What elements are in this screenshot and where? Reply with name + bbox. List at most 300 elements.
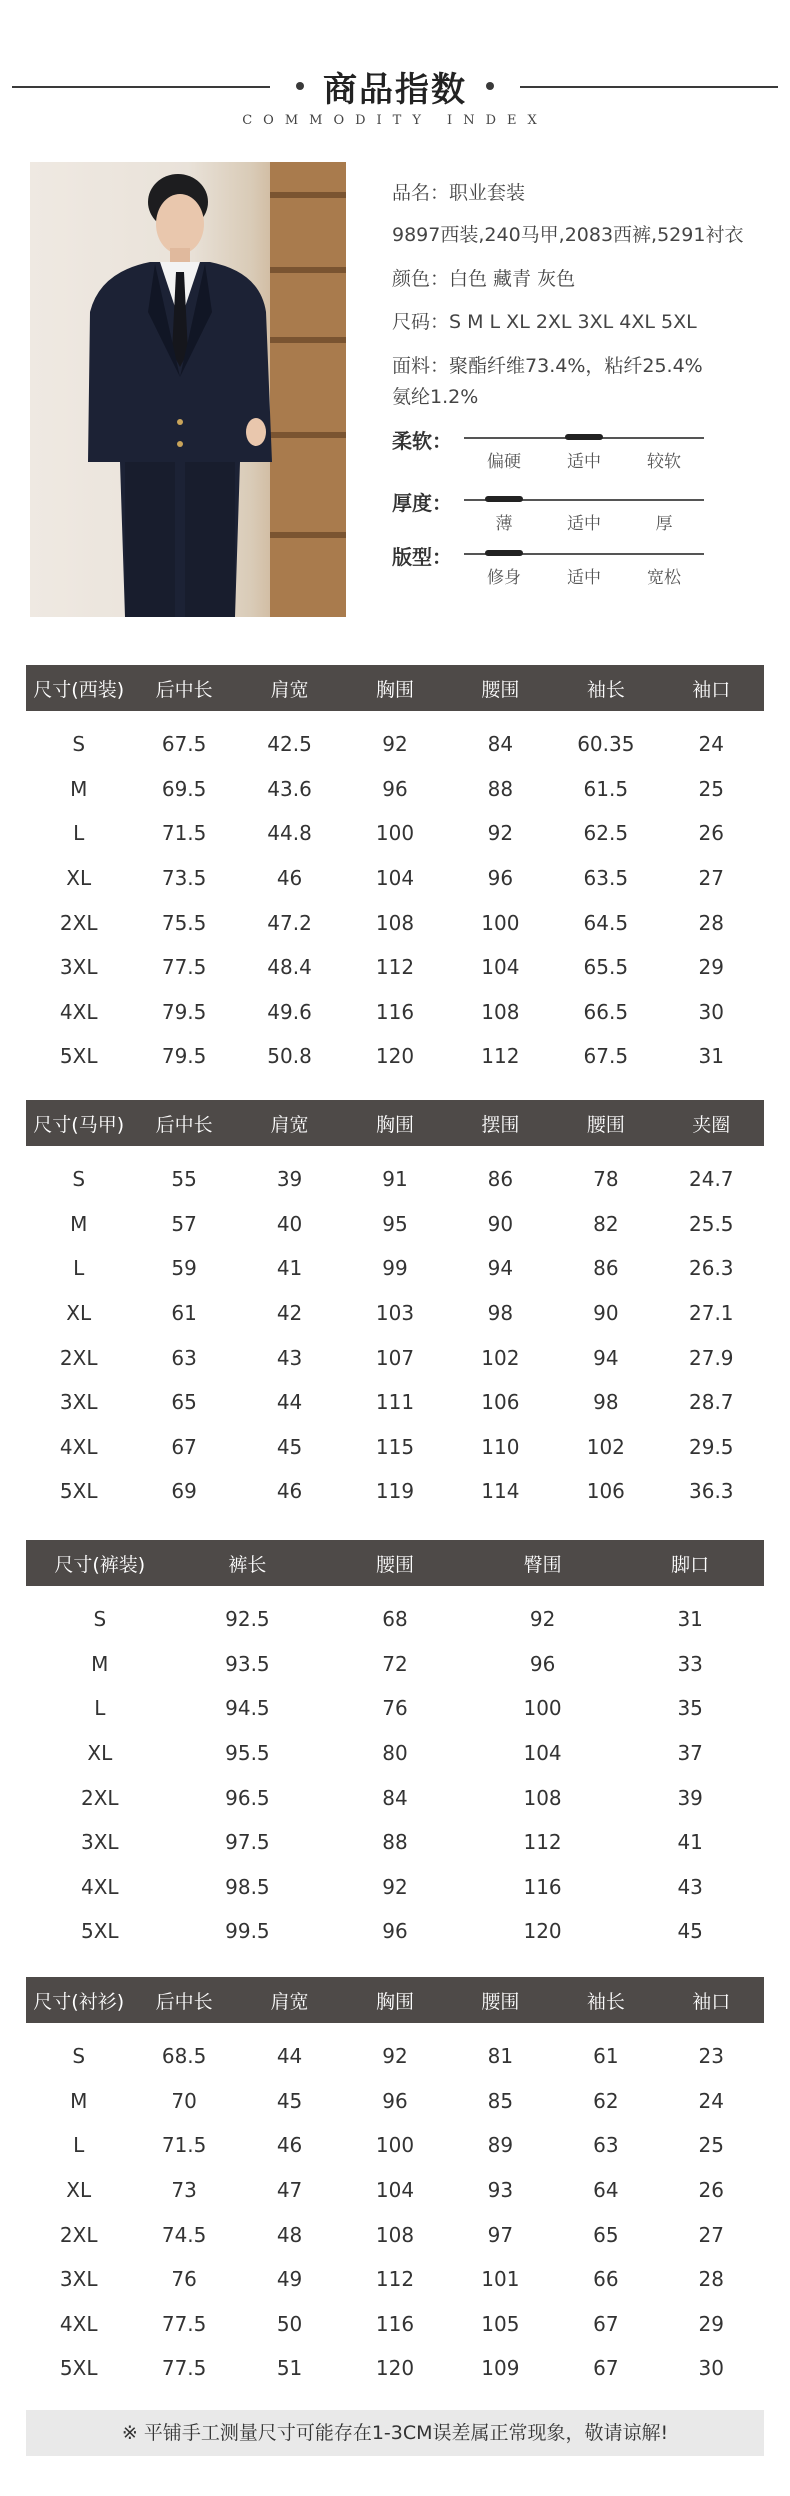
table-cell: 49.6 [267, 999, 312, 1024]
table-row [26, 1291, 764, 1336]
header-dot-right [486, 82, 494, 90]
table-row [26, 1865, 764, 1910]
table-cell: 92 [382, 2044, 408, 2069]
table-cell: 96 [382, 2088, 408, 2113]
table-row [26, 1909, 764, 1954]
table-cell: 66.5 [583, 999, 629, 1024]
size-label: 尺码： [392, 311, 450, 333]
table-cell: 97.5 [225, 1830, 270, 1855]
table-cell: 47 [276, 2178, 303, 2203]
table-cell: 68 [382, 1607, 408, 1632]
table-cell: 41 [276, 1256, 303, 1281]
table-cell: 120 [375, 2356, 415, 2381]
table-cell: 39 [677, 1785, 703, 1810]
column-header: 胸围 [342, 665, 447, 711]
column-header: 摆围 [448, 1100, 553, 1146]
table-cell: 2XL [59, 910, 98, 935]
column-header: 腰围 [448, 1977, 553, 2023]
table-cell: 71.5 [161, 2133, 207, 2158]
scale-option: 修身 [487, 568, 521, 588]
table-cell: 98.5 [225, 1874, 270, 1899]
table-cell: 96 [382, 776, 408, 801]
table-cell: 95 [382, 1211, 408, 1236]
table-cell: 69.5 [161, 776, 207, 801]
scale-label: 柔软： [392, 429, 452, 453]
table-cell: 46 [276, 2133, 303, 2158]
table-cell: 77.5 [161, 955, 207, 980]
table-cell: 45 [276, 2088, 303, 2113]
table-cell: 67.5 [583, 1044, 629, 1069]
table-cell: 101 [481, 2267, 520, 2292]
table-cell: 92 [382, 1874, 408, 1899]
table-cell: 24.7 [689, 1167, 734, 1192]
table-cell: L [94, 1696, 106, 1721]
table-cell: 105 [481, 2311, 520, 2336]
scale-option: 适中 [567, 452, 601, 472]
column-header: 脚口 [616, 1540, 764, 1586]
table-cell: 23 [698, 2044, 724, 2069]
table-cell: 102 [481, 1345, 520, 1370]
table-cell: 112 [375, 955, 415, 980]
table-cell: 36.3 [689, 1479, 734, 1504]
column-header: 裤长 [174, 1540, 322, 1586]
name-value: 职业套装 [449, 182, 526, 204]
table-cell: XL [87, 1741, 113, 1766]
table-cell: 31 [698, 1044, 724, 1069]
column-header: 后中长 [131, 1100, 236, 1146]
table-cell: 28 [698, 2267, 724, 2292]
table-cell: 5XL [59, 2356, 98, 2381]
table-cell: 108 [523, 1785, 562, 1810]
table-cell: 48.4 [267, 955, 312, 980]
scale-option: 适中 [567, 568, 601, 588]
table-row [26, 2257, 764, 2302]
table-cell: 28 [698, 910, 724, 935]
table-cell: 115 [375, 1434, 415, 1459]
table-cell: 30 [698, 2356, 724, 2381]
pants-size-table [26, 1540, 764, 1954]
column-header: 尺寸(裤装) [26, 1540, 174, 1586]
table-cell: 77.5 [161, 2356, 207, 2381]
table-cell: 37 [677, 1741, 703, 1766]
column-header: 后中长 [131, 665, 236, 711]
table-cell: 2XL [59, 1345, 98, 1370]
table-cell: XL [66, 1301, 92, 1326]
scale-label: 版型： [392, 545, 452, 569]
table-cell: M [70, 2088, 88, 2113]
table-cell: 76 [382, 1696, 408, 1721]
table-cell: 27.1 [689, 1301, 734, 1326]
column-header: 袖口 [659, 665, 764, 711]
table-cell: 46 [276, 1479, 303, 1504]
table-cell: 62.5 [583, 821, 629, 846]
table-cell: 25 [698, 776, 724, 801]
table-cell: 91 [382, 1167, 408, 1192]
vest-size-table [26, 1100, 764, 1514]
fabric-label: 面料： [392, 355, 450, 377]
table-cell: 44 [276, 1390, 303, 1415]
column-header: 袖长 [553, 665, 658, 711]
table-cell: 82 [593, 1211, 619, 1236]
table-row [26, 1146, 764, 1202]
table-row [26, 2302, 764, 2347]
table-cell: XL [66, 866, 92, 891]
column-header: 胸围 [342, 1977, 447, 2023]
table-row [26, 990, 764, 1035]
table-cell: 29 [698, 2311, 724, 2336]
table-cell: 109 [481, 2356, 520, 2381]
table-cell: 104 [375, 2178, 415, 2203]
table-cell: 112 [523, 1830, 562, 1855]
table-cell: L [73, 821, 85, 846]
table-cell: 43 [677, 1874, 703, 1899]
page-subtitle: COMMODITY INDEX [242, 113, 548, 128]
table-cell: 120 [375, 1044, 415, 1069]
table-cell: 89 [487, 2133, 514, 2158]
table-cell: 63.5 [583, 866, 629, 891]
table-row [26, 767, 764, 812]
fabric-value: 聚酯纤维73.4%，粘纤25.4% [449, 355, 703, 377]
table-cell: 88 [382, 1830, 408, 1855]
table-cell: 96 [487, 866, 514, 891]
table-cell: 96 [529, 1651, 556, 1676]
table-row [26, 2346, 764, 2391]
model-in-suit-illustration [30, 162, 346, 617]
table-cell: 48 [276, 2222, 303, 2247]
table-cell: 42.5 [267, 732, 312, 757]
table-cell: 90 [487, 1211, 514, 1236]
table-cell: 73 [171, 2178, 197, 2203]
table-cell: 51 [276, 2356, 303, 2381]
table-cell: 29.5 [689, 1434, 734, 1459]
table-cell: 100 [375, 2133, 415, 2158]
table-row [26, 811, 764, 856]
product-photo [30, 162, 346, 617]
table-cell: 45 [677, 1919, 703, 1944]
table-cell: 42 [276, 1301, 303, 1326]
table-cell: 30 [698, 999, 724, 1024]
table-cell: 61 [593, 2044, 619, 2069]
table-cell: 31 [677, 1607, 703, 1632]
column-header: 后中长 [131, 1977, 236, 2023]
table-cell: 74.5 [161, 2222, 207, 2247]
table-row [26, 1731, 764, 1776]
table-cell: M [70, 776, 88, 801]
table-cell: 44.8 [267, 821, 312, 846]
scale-option: 适中 [567, 514, 601, 534]
column-header: 袖长 [553, 1977, 658, 2023]
table-cell: 33 [677, 1651, 703, 1676]
scale-option: 薄 [495, 514, 513, 534]
table-cell: 98 [487, 1301, 514, 1326]
table-cell: 4XL [81, 1874, 119, 1899]
header-divider-right [520, 86, 778, 88]
table-cell: 100 [523, 1696, 562, 1721]
table-row [26, 1335, 764, 1380]
table-cell: 25.5 [689, 1211, 734, 1236]
table-cell: 92.5 [225, 1607, 270, 1632]
table-cell: S [72, 2044, 86, 2069]
table-row [26, 1586, 764, 1642]
column-header: 尺寸(马甲) [26, 1100, 131, 1146]
table-row [26, 1380, 764, 1425]
table-cell: 49 [276, 2267, 303, 2292]
table-cell: 65 [171, 1390, 197, 1415]
table-cell: 26 [698, 2178, 724, 2203]
table-cell: 93 [487, 2178, 514, 2203]
table-cell: 27.9 [689, 1345, 734, 1370]
table-cell: 92 [529, 1607, 556, 1632]
table-cell: L [73, 2133, 85, 2158]
table-cell: 67.5 [161, 732, 207, 757]
table-cell: 35 [677, 1696, 703, 1721]
product-fabric-row-2: 氨纶1.2% [392, 386, 479, 408]
color-value: 白色 藏青 灰色 [449, 268, 576, 290]
table-cell: 88 [487, 776, 514, 801]
table-cell: 104 [481, 955, 520, 980]
table-row [26, 2123, 764, 2168]
table-row [26, 1469, 764, 1514]
table-cell: 97 [487, 2222, 514, 2247]
table-row [26, 1034, 764, 1079]
table-cell: 81 [487, 2044, 514, 2069]
table-cell: 104 [523, 1741, 562, 1766]
table-row [26, 2212, 764, 2257]
table-cell: 3XL [59, 955, 98, 980]
table-cell: 98 [593, 1390, 619, 1415]
table-cell: S [93, 1607, 107, 1632]
table-cell: 94 [487, 1256, 514, 1281]
table-cell: 75.5 [161, 910, 207, 935]
table-cell: 3XL [59, 2267, 98, 2292]
table-cell: 55 [171, 1167, 197, 1192]
table-cell: 62 [593, 2088, 619, 2113]
table-cell: 43.6 [267, 776, 312, 801]
page-title: 商品指数 [323, 70, 467, 110]
table-cell: 112 [375, 2267, 415, 2292]
scale-label: 厚度： [392, 491, 452, 515]
table-cell: 67 [593, 2356, 619, 2381]
column-header: 腰围 [553, 1100, 658, 1146]
table-row [26, 1775, 764, 1820]
table-cell: 69 [171, 1479, 197, 1504]
table-cell: 111 [375, 1390, 415, 1415]
table-cell: 108 [375, 910, 415, 935]
table-cell: 107 [375, 1345, 415, 1370]
product-color-row [392, 264, 575, 291]
scale-selected-marker [485, 550, 523, 556]
table-cell: 77.5 [161, 2311, 207, 2336]
table-cell: 100 [481, 910, 520, 935]
scale-selected-marker [485, 496, 523, 502]
table-cell: 84 [487, 732, 514, 757]
table-cell: 25 [698, 2133, 724, 2158]
table-row [26, 856, 764, 901]
table-cell: 67 [171, 1434, 197, 1459]
table-cell: 45 [276, 1434, 303, 1459]
table-cell: 78 [593, 1167, 619, 1192]
table-cell: 2XL [59, 2222, 98, 2247]
measurement-note: ※ 平铺手工测量尺寸可能存在1-3CM误差属正常现象，敬请谅解! [26, 2410, 764, 2456]
table-cell: 92 [487, 821, 514, 846]
table-cell: 40 [276, 1211, 303, 1236]
table-cell: 102 [586, 1434, 625, 1459]
table-cell: 59 [171, 1256, 197, 1281]
table-cell: 57 [171, 1211, 197, 1236]
table-cell: 5XL [81, 1919, 119, 1944]
table-cell: 29 [698, 955, 724, 980]
table-cell: L [73, 1256, 85, 1281]
color-label: 颜色： [392, 268, 450, 290]
table-cell: 4XL [59, 2311, 98, 2336]
scale-0 [392, 425, 722, 495]
table-row [26, 2168, 764, 2213]
table-row [26, 900, 764, 945]
table-cell: 76 [171, 2267, 197, 2292]
table-cell: 120 [523, 1919, 562, 1944]
scale-option: 较软 [647, 452, 681, 472]
table-cell: 104 [375, 866, 415, 891]
table-cell: 66 [593, 2267, 619, 2292]
table-cell: 99 [382, 1256, 408, 1281]
table-cell: 80 [382, 1741, 408, 1766]
table-row [26, 711, 764, 767]
column-header: 胸围 [342, 1100, 447, 1146]
table-cell: 4XL [59, 999, 98, 1024]
page-header [0, 0, 790, 160]
table-row [26, 2079, 764, 2124]
table-cell: 65 [593, 2222, 619, 2247]
table-cell: 110 [481, 1434, 520, 1459]
table-row [26, 2023, 764, 2079]
table-row [26, 945, 764, 990]
table-cell: 100 [375, 821, 415, 846]
table-cell: 65.5 [583, 955, 629, 980]
scale-2 [392, 541, 722, 611]
table-cell: 71.5 [161, 821, 207, 846]
column-header: 腰围 [448, 665, 553, 711]
table-cell: 60.35 [577, 732, 635, 757]
table-cell: 114 [481, 1479, 520, 1504]
table-cell: S [72, 1167, 86, 1192]
table-cell: 50.8 [267, 1044, 312, 1069]
table-cell: 93.5 [225, 1651, 270, 1676]
table-cell: 119 [375, 1479, 415, 1504]
table-cell: 92 [382, 732, 408, 757]
scale-option: 厚 [655, 514, 673, 534]
table-cell: 43 [276, 1345, 303, 1370]
table-cell: 112 [481, 1044, 520, 1069]
column-header: 袖口 [659, 1977, 764, 2023]
table-cell: 106 [481, 1390, 520, 1415]
table-cell: 70 [171, 2088, 197, 2113]
table-cell: 108 [481, 999, 520, 1024]
table-cell: 68.5 [161, 2044, 207, 2069]
table-cell: 84 [382, 1785, 408, 1810]
table-cell: 47.2 [267, 910, 312, 935]
table-cell: 63 [171, 1345, 197, 1370]
table-cell: 26 [698, 821, 724, 846]
column-header: 尺寸(衬衫) [26, 1977, 131, 2023]
table-cell: 50 [276, 2311, 303, 2336]
table-row [26, 1202, 764, 1247]
table-row [26, 1686, 764, 1731]
table-cell: 44 [276, 2044, 303, 2069]
scale-selected-marker [565, 434, 603, 440]
table-cell: 5XL [59, 1044, 98, 1069]
table-cell: 94.5 [225, 1696, 270, 1721]
column-header: 肩宽 [237, 1100, 342, 1146]
column-header: 肩宽 [237, 1977, 342, 2023]
product-name-row [392, 178, 525, 205]
product-codes: 9897西装,240马甲,2083西裤,5291衬衣 [392, 224, 744, 246]
table-cell: 106 [586, 1479, 625, 1504]
table-cell: 99.5 [225, 1919, 270, 1944]
table-cell: 72 [382, 1651, 408, 1676]
table-cell: 5XL [59, 1479, 98, 1504]
table-cell: M [70, 1211, 88, 1236]
name-label: 品名： [392, 182, 450, 204]
table-row [26, 1642, 764, 1687]
table-row [26, 1820, 764, 1865]
table-cell: S [72, 732, 86, 757]
table-cell: 96 [382, 1919, 408, 1944]
scale-option: 宽松 [647, 568, 681, 588]
table-cell: 46 [276, 866, 303, 891]
size-value: S M L XL 2XL 3XL 4XL 5XL [449, 311, 697, 333]
table-cell: 79.5 [161, 999, 207, 1024]
table-cell: 116 [523, 1874, 562, 1899]
table-cell: 26.3 [689, 1256, 734, 1281]
table-cell: 79.5 [161, 1044, 207, 1069]
table-cell: 73.5 [161, 866, 207, 891]
column-header: 尺寸(西装) [26, 665, 131, 711]
table-cell: 67 [593, 2311, 619, 2336]
table-cell: 3XL [59, 1390, 98, 1415]
product-fabric-row [392, 351, 703, 378]
product-size-row [392, 307, 697, 334]
table-cell: 108 [375, 2222, 415, 2247]
column-header: 臀围 [469, 1540, 617, 1586]
scale-option: 偏硬 [487, 452, 521, 472]
table-cell: 2XL [81, 1785, 119, 1810]
table-cell: 39 [276, 1167, 303, 1192]
table-cell: 116 [375, 999, 415, 1024]
shirt-size-table [26, 1977, 764, 2391]
table-cell: 95.5 [225, 1741, 270, 1766]
table-cell: 27 [698, 866, 724, 891]
table-cell: 64 [593, 2178, 619, 2203]
table-cell: 27 [698, 2222, 724, 2247]
table-cell: 103 [375, 1301, 415, 1326]
table-cell: 61 [171, 1301, 197, 1326]
table-cell: 61.5 [583, 776, 629, 801]
table-cell: 90 [593, 1301, 619, 1326]
column-header: 肩宽 [237, 665, 342, 711]
column-header: 夹圈 [659, 1100, 764, 1146]
suit-size-table [26, 665, 764, 1079]
column-header: 腰围 [321, 1540, 469, 1586]
table-cell: M [91, 1651, 109, 1676]
table-cell: 28.7 [689, 1390, 734, 1415]
table-cell: XL [66, 2178, 92, 2203]
table-row [26, 1246, 764, 1291]
table-cell: 24 [698, 2088, 724, 2113]
table-cell: 85 [487, 2088, 514, 2113]
table-cell: 64.5 [583, 910, 629, 935]
table-cell: 94 [593, 1345, 619, 1370]
table-cell: 86 [593, 1256, 619, 1281]
